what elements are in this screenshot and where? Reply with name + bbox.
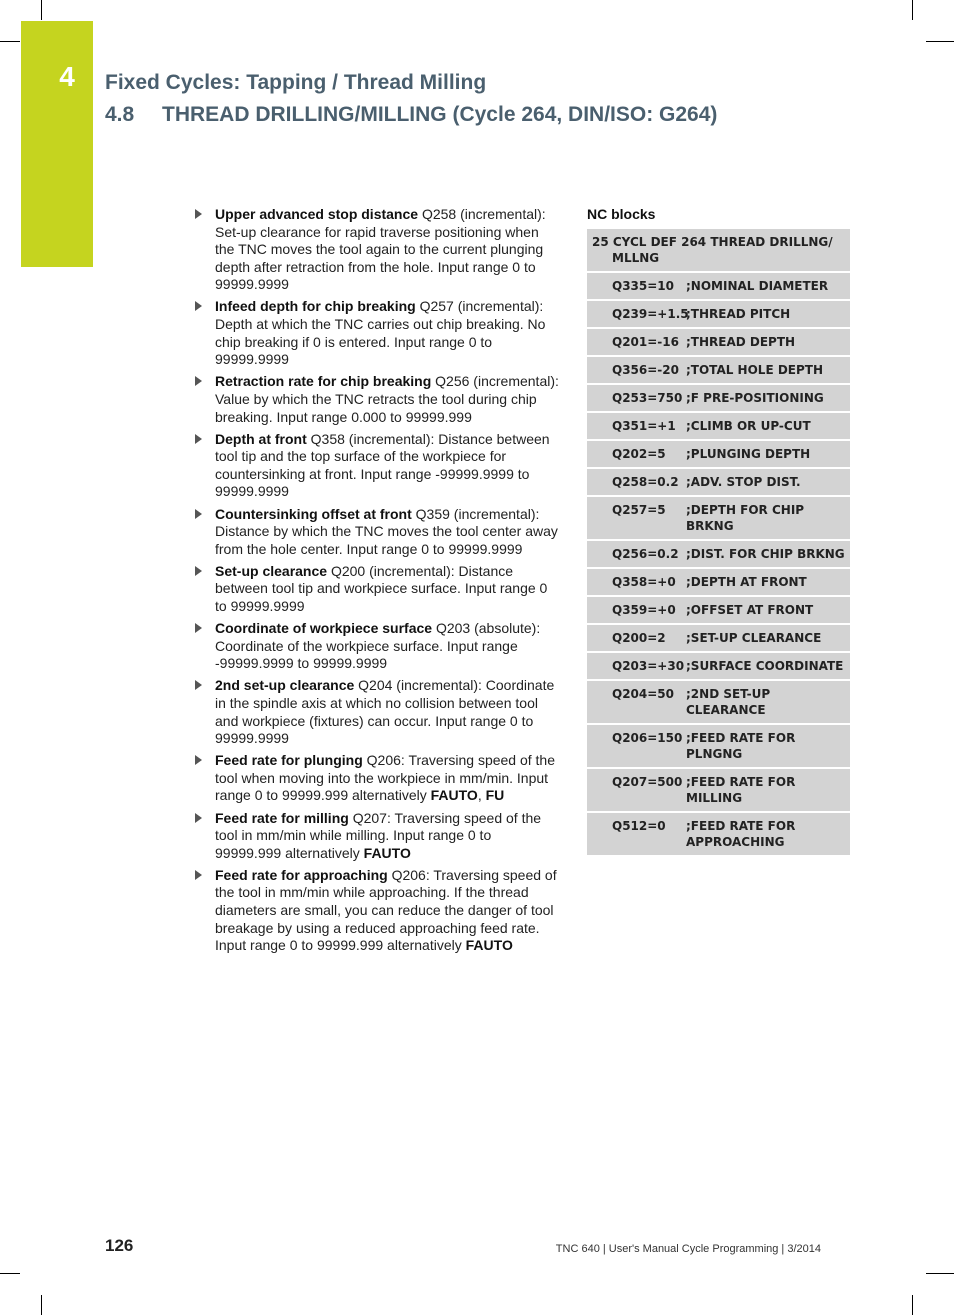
nc-blocks-title: NC blocks	[587, 206, 656, 222]
param-desc: Q256 (incremental): Value by which the TNC retracts the tool during chip breaking. Input range 0.000 to 99999.999	[215, 373, 559, 425]
param-name: 2nd set-up clearance	[215, 677, 355, 694]
param-desc: Q358 (incremental): Distance between tool tip and the top surface of the workpiece for countersinking at front. Input range -99999.9999 to 99999.9999	[215, 430, 550, 500]
chapter-title: Fixed Cycles: Tapping / Thread Milling	[105, 71, 487, 94]
nc-param: Q200=2	[612, 631, 666, 645]
crop-mark	[41, 1295, 42, 1315]
crop-mark	[912, 0, 913, 20]
param-desc: Q200 (incremental): Distance between tool tip and workpiece surface. Input range 0 to 99999.9999	[215, 562, 548, 614]
arrow-icon	[195, 813, 202, 823]
nc-param: Q203=+30	[612, 659, 685, 673]
nc-comment: ;DEPTH FOR CHIP BRKNG	[686, 503, 805, 533]
nc-param: Q351=+1	[612, 419, 676, 433]
arrow-icon	[195, 680, 202, 690]
nc-row	[587, 357, 850, 385]
nc-param: Q256=0.2	[612, 547, 679, 561]
page-number: 126	[105, 1236, 134, 1255]
crop-mark	[0, 41, 20, 42]
crop-mark	[926, 1273, 954, 1274]
nc-cycle-def-cont: MLLNG	[612, 251, 660, 265]
param-option: FAUTO	[363, 844, 411, 861]
param-option: FAUTO	[430, 787, 478, 804]
param-desc: Q257 (incremental): Depth at which the TNC carries out chip breaking. No chip breaking if 0 is entered. Input range 0 to 99999.9999	[215, 298, 546, 368]
section-title: THREAD DRILLING/MILLING (Cycle 264, DIN/ISO: G264)	[162, 103, 718, 126]
nc-cycle-def: 25 CYCL DEF 264 THREAD DRILLNG/	[592, 235, 833, 249]
parameter-list	[195, 206, 560, 959]
param-sep: ,	[477, 787, 486, 804]
nc-row	[587, 497, 850, 541]
arrow-icon	[195, 509, 202, 519]
param-name: Feed rate for plunging	[215, 752, 363, 769]
nc-comment: ;NOMINAL DIAMETER	[686, 279, 829, 293]
arrow-icon	[195, 566, 202, 576]
arrow-icon	[195, 434, 202, 444]
nc-row	[587, 769, 850, 813]
param-name: Infeed depth for chip breaking	[215, 298, 416, 315]
nc-comment: ;FEED RATE FOR MILLING	[686, 775, 796, 805]
nc-comment: ;F PRE-POSITIONING	[686, 391, 824, 405]
nc-row	[587, 681, 850, 725]
param-option: FAUTO	[465, 937, 513, 954]
nc-comment: ;FEED RATE FOR PLNGNG	[686, 731, 796, 761]
nc-comment: ;THREAD DEPTH	[686, 335, 796, 349]
crop-mark	[41, 0, 42, 20]
nc-row	[587, 725, 850, 769]
nc-comment: ;OFFSET AT FRONT	[686, 603, 814, 617]
nc-param: Q207=500	[612, 775, 683, 789]
nc-comment: ;DIST. FOR CHIP BRKNG	[686, 547, 845, 561]
chapter-number: 4	[59, 61, 75, 92]
crop-mark	[912, 1295, 913, 1315]
nc-comment: ;2ND SET-UP CLEARANCE	[686, 687, 771, 717]
nc-row	[587, 569, 850, 597]
param-name: Countersinking offset at front	[215, 505, 412, 522]
list-item	[195, 677, 560, 747]
chapter-tab	[21, 21, 93, 267]
nc-param: Q358=+0	[612, 575, 676, 589]
nc-row	[587, 469, 850, 497]
param-desc: Q207: Traversing speed of the tool in mm/min while milling. Input range 0 to 99999.999 alternatively	[215, 809, 542, 861]
param-name: Feed rate for approaching	[215, 866, 388, 883]
param-name: Depth at front	[215, 430, 307, 447]
arrow-icon	[195, 301, 202, 311]
arrow-icon	[195, 870, 202, 880]
param-desc: Q204 (incremental): Coordinate in the spindle axis at which no collision between tool and workpiece (fixtures) can occur. Input range 0 to 99999.9999	[215, 677, 555, 747]
list-item	[195, 206, 560, 294]
nc-row	[587, 597, 850, 625]
nc-row	[587, 273, 850, 301]
nc-comment: ;PLUNGING DEPTH	[686, 447, 811, 461]
nc-param: Q253=750	[612, 391, 683, 405]
arrow-icon	[195, 755, 202, 765]
list-item	[195, 431, 560, 501]
param-name: Feed rate for milling	[215, 809, 349, 826]
nc-row	[587, 813, 850, 857]
arrow-icon	[195, 209, 202, 219]
nc-row	[587, 441, 850, 469]
nc-param: Q335=10	[612, 279, 675, 293]
nc-param: Q356=-20	[612, 363, 679, 377]
list-item	[195, 752, 560, 805]
list-item	[195, 506, 560, 559]
nc-param: Q512=0	[612, 819, 666, 833]
param-option: FU	[485, 787, 505, 804]
nc-param: Q202=5	[612, 447, 666, 461]
nc-param: Q206=150	[612, 731, 683, 745]
section-heading	[105, 103, 717, 127]
param-name: Set-up clearance	[215, 562, 328, 579]
nc-row	[587, 625, 850, 653]
crop-mark	[926, 41, 954, 42]
nc-row	[587, 301, 850, 329]
nc-param: Q258=0.2	[612, 475, 679, 489]
nc-blocks-table	[587, 229, 850, 857]
param-desc: Q206: Traversing speed of the tool when moving into the workpiece in mm/min. Input range 0 to 99999.999 alternatively	[215, 752, 556, 804]
nc-comment: ;THREAD PITCH	[686, 307, 791, 321]
nc-comment: ;SET-UP CLEARANCE	[686, 631, 822, 645]
list-item	[195, 810, 560, 863]
nc-param: Q239=+1.5	[612, 307, 689, 321]
nc-comment: ;TOTAL HOLE DEPTH	[686, 363, 823, 377]
nc-row	[587, 541, 850, 569]
nc-row	[587, 413, 850, 441]
footer-text: TNC 640 | User's Manual Cycle Programming | 3/2014	[555, 1243, 821, 1255]
nc-row	[587, 653, 850, 681]
nc-param: Q359=+0	[612, 603, 676, 617]
nc-row	[587, 329, 850, 357]
param-desc: Q258 (incremental): Set-up clearance for rapid traverse positioning when the TNC moves the tool again to the current plunging depth after retraction from the hole. Input range 0 to 99999.9999	[215, 206, 546, 293]
nc-param: Q201=-16	[612, 335, 679, 349]
param-name: Retraction rate for chip breaking	[215, 373, 432, 390]
nc-comment: ;CLIMB OR UP-CUT	[686, 419, 811, 433]
list-item	[195, 563, 560, 616]
param-desc: Q359 (incremental): Distance by which the TNC moves the tool center away from the hole center. Input range 0 to 99999.9999	[215, 505, 558, 557]
arrow-icon	[195, 376, 202, 386]
nc-param: Q204=50	[612, 687, 675, 701]
crop-mark	[0, 1273, 20, 1274]
param-name: Coordinate of workpiece surface	[215, 620, 433, 637]
nc-comment: ;ADV. STOP DIST.	[686, 475, 801, 489]
param-desc: Q203 (absolute): Coordinate of the workpiece surface. Input range -99999.9999 to 99999.9999	[215, 620, 541, 672]
nc-row-header	[587, 229, 850, 273]
list-item	[195, 373, 560, 426]
nc-comment: ;SURFACE COORDINATE	[686, 659, 844, 673]
param-name: Upper advanced stop distance	[215, 206, 419, 222]
nc-comment: ;DEPTH AT FRONT	[686, 575, 807, 589]
param-desc: Q206: Traversing speed of the tool in mm/min while approaching. If the thread diameters are small, you can reduce the danger of tool breakage by using a reduced approaching feed rate. Input range 0 to 99999.999 alternatively	[215, 866, 557, 954]
nc-param: Q257=5	[612, 503, 666, 517]
list-item	[195, 620, 560, 673]
section-number: 4.8	[105, 103, 135, 126]
nc-comment: ;FEED RATE FOR APPROACHING	[686, 819, 796, 849]
list-item	[195, 867, 560, 955]
nc-row	[587, 385, 850, 413]
list-item	[195, 298, 560, 368]
arrow-icon	[195, 623, 202, 633]
